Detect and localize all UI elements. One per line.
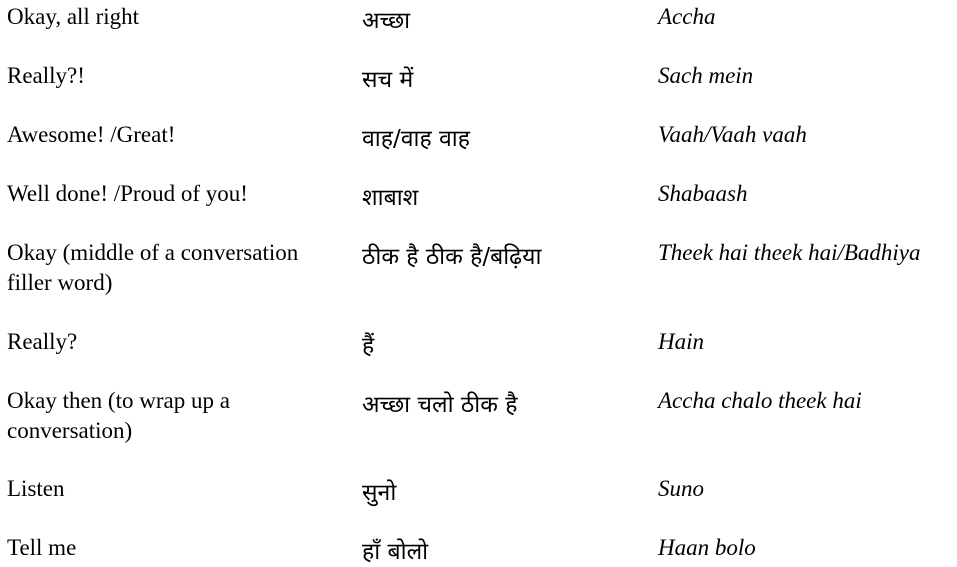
hindi-phrase: ठीक है ठीक है/बढ़िया xyxy=(362,244,542,270)
english-phrase: Tell me xyxy=(7,535,77,560)
hindi-phrase: सच में xyxy=(362,67,414,93)
transliteration: Vaah/Vaah vaah xyxy=(658,122,807,147)
english-phrase: Okay, all right xyxy=(7,4,140,29)
hindi-phrase: अच्छा xyxy=(362,8,411,34)
transliteration: Haan bolo xyxy=(658,535,756,560)
hindi-phrase: अच्छा चलो ठीक है xyxy=(362,392,518,418)
transliteration: Hain xyxy=(658,329,704,354)
transliteration: Theek hai theek hai/Badhiya xyxy=(658,240,921,265)
hindi-phrase: सुनो xyxy=(362,480,397,506)
english-phrase: Listen xyxy=(7,476,65,501)
hindi-phrase: हैं xyxy=(362,333,375,359)
transliteration: Suno xyxy=(658,476,704,501)
transliteration: Accha chalo theek hai xyxy=(658,388,862,413)
english-phrase: Really?! xyxy=(7,63,85,88)
english-phrase: Okay then (to wrap up a conversation) xyxy=(7,388,230,443)
hindi-phrase: हाँ बोलो xyxy=(362,539,429,565)
english-phrase: Well done! /Proud of you! xyxy=(7,181,248,206)
hindi-phrase: वाह/वाह वाह xyxy=(362,126,470,152)
hindi-phrase: शाबाश xyxy=(362,185,419,211)
transliteration: Accha xyxy=(658,4,716,29)
english-phrase: Really? xyxy=(7,329,78,354)
english-phrase: Okay (middle of a conversation filler word) xyxy=(7,240,299,295)
transliteration: Sach mein xyxy=(658,63,754,88)
transliteration: Shabaash xyxy=(658,181,748,206)
english-phrase: Awesome! /Great! xyxy=(7,122,176,147)
